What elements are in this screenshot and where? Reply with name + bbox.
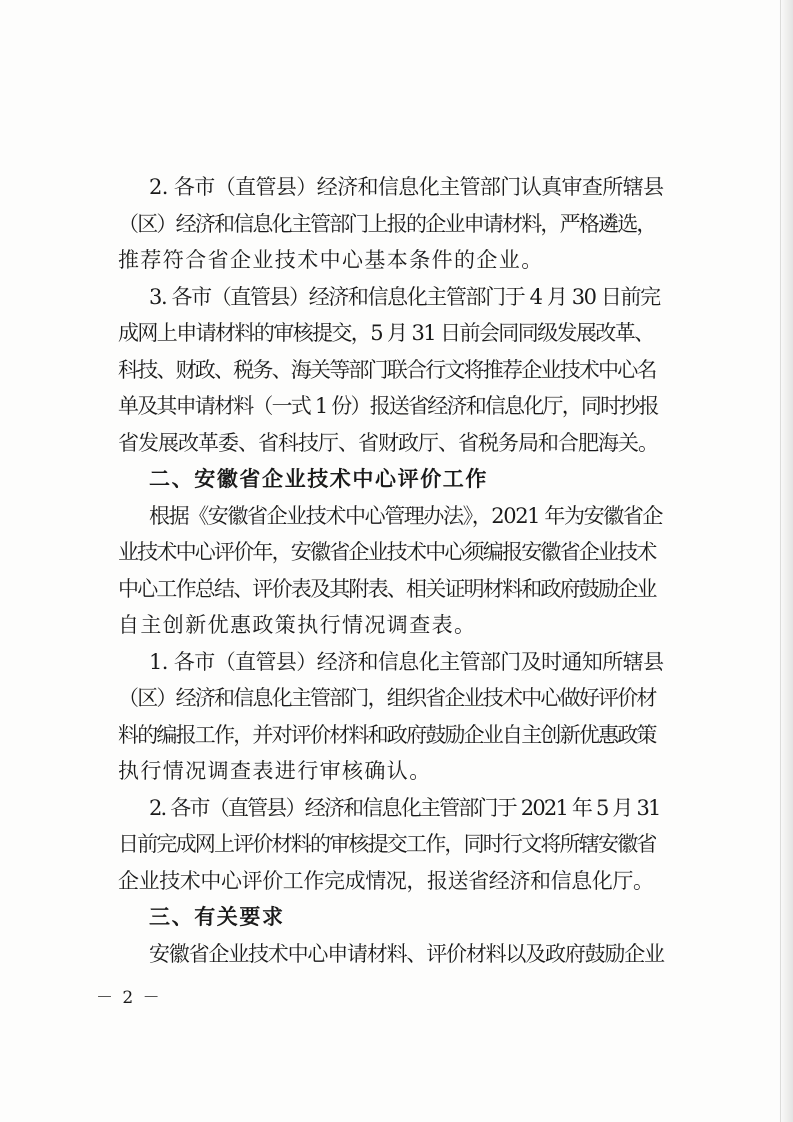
page-number: － 2 － [96,988,162,1008]
paragraph-line: 日前完成网上评价材料的审核提交工作，同时行文将所辖安徽省 [118,832,656,856]
paragraph-line: 3. 各市（直管县）经济和信息化主管部门于 4 月 30 日前完 [149,285,660,309]
paragraph-line: 根据《安徽省企业技术中心管理办法》，2021 年为安徽省企 [149,504,663,528]
paragraph-line: 安徽省企业技术中心申请材料、评价材料以及政府鼓励企业 [149,942,664,966]
paragraph-line: 省发展改革委、省科技厅、省财政厅、省税务局和合肥海关。 [118,431,658,455]
paragraph-line: 料的编报工作，并对评价材料和政府鼓励企业自主创新优惠政策 [118,723,656,747]
paragraph-line: 2. 各市（直管县）经济和信息化主管部门认真审查所辖县 [149,175,664,199]
section-heading: 三、有关要求 [149,905,285,929]
paragraph-line: 科技、财政、税务、海关等部门联合行文将推荐企业技术中心名 [118,358,656,382]
paragraph-line: 自主创新优惠政策执行情况调查表。 [118,613,477,637]
paragraph-line: 单及其申请材料（一式 1 份）报送省经济和信息化厅，同时抄报 [118,394,658,418]
paragraph-line: 1. 各市（直管县）经济和信息化主管部门及时通知所辖县 [149,650,664,674]
paragraph-line: 推荐符合省企业技术中心基本条件的企业。 [118,248,544,272]
paragraph-line: 企业技术中心评价工作完成情况，报送省经济和信息化厅。 [118,869,654,893]
paragraph-line: （区）经济和信息化主管部门上报的企业申请材料，严格遴选， [118,212,656,236]
section-heading: 二、安徽省企业技术中心评价工作 [149,467,488,491]
paragraph-line: （区）经济和信息化主管部门，组织省企业技术中心做好评价材 [118,686,656,710]
paragraph-line: 业技术中心评价年，安徽省企业技术中心须编报安徽省企业技术 [118,540,656,564]
paragraph-line: 执行情况调查表进行审核确认。 [118,759,432,783]
paragraph-line: 2. 各市（直管县）经济和信息化主管部门于 2021 年 5 月 31 [149,796,660,820]
paragraph-line: 成网上申请材料的审核提交，5 月 31 日前会同同级发展改革、 [118,321,654,345]
paragraph-line: 中心工作总结、评价表及其附表、相关证明材料和政府鼓励企业 [118,577,656,601]
scan-edge-shadow [779,0,793,1122]
scan-edge-line [780,0,781,1122]
